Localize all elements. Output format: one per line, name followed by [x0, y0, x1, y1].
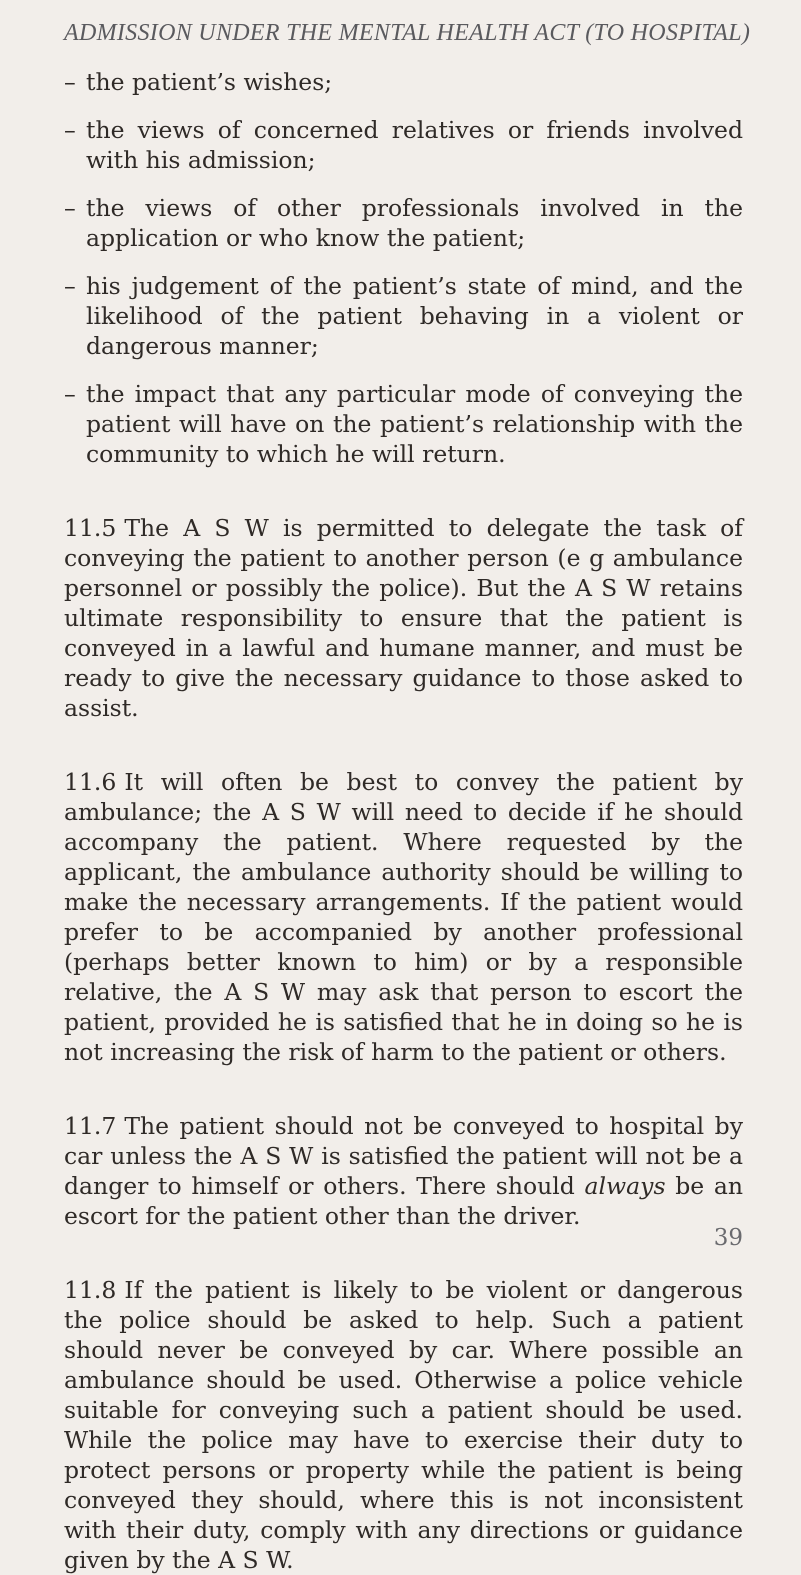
- list-item: [64, 115, 743, 175]
- paragraph-text: If the patient is likely to be violent or dangerous the police should be asked to help. Such a patient should never be conveyed by car. Where possible an ambulance should be used. Otherwise a police vehicle suitable for conveying such a patient should be used. While the police may have to exercise their duty to protect persons or property while the patient is being conveyed they should, where this is not inconsistent with their duty, comply with any directions or guidance given by the A S W.: [64, 1276, 743, 1574]
- paragraph-number: 11.5: [64, 514, 117, 542]
- running-header: ADMISSION UNDER THE MENTAL HEALTH ACT (TO HOSPITAL): [64, 20, 751, 46]
- list-item-text: the patient’s wishes;: [86, 68, 333, 96]
- list-dash: –: [64, 116, 76, 144]
- list-dash: –: [64, 272, 76, 300]
- list-dash: –: [64, 380, 76, 408]
- list-item-text: the views of other professionals involved in the application or who know the patient;: [86, 194, 743, 252]
- paragraph-number: 11.8: [64, 1276, 117, 1304]
- paragraph-text: The A S W is permitted to delegate the task of conveying the patient to another person (e g ambulance personnel or possibly the police). But the A S W retains ultimate responsibility to ensure that the patient is conveyed in a lawful and humane manner, and must be ready to give the necessary guidance to those asked to assist.: [64, 514, 743, 722]
- list-item: [64, 379, 743, 469]
- paragraph-text: It will often be best to convey the patient by ambulance; the A S W will need to decide if he should accompany the patient. Where requested by the applicant, the ambulance authority should be willing to make the necessary arrangements. If the patient would prefer to be accompanied by another professional (perhaps better known to him) or by a responsible relative, the A S W may ask that person to escort the patient, provided he is satisfied that he in doing so he is not increasing the risk of harm to the patient or others.: [64, 768, 743, 1066]
- paragraph-11-8: [64, 1275, 743, 1575]
- page-number: 39: [713, 1225, 743, 1251]
- list-item-text: his judgement of the patient’s state of mind, and the likelihood of the patient behaving in a violent or dangerous manner;: [86, 272, 743, 360]
- list-item-text: the impact that any particular mode of conveying the patient will have on the patient’s relationship with the community to which he will return.: [86, 380, 743, 468]
- list-dash: –: [64, 68, 76, 96]
- list-item: [64, 193, 743, 253]
- paragraph-text-before: The patient should not be conveyed to hospital by car unless the A S W is satisfied the patient will not be a danger to himself or others. There should: [64, 1112, 743, 1200]
- list-item: [64, 271, 743, 361]
- paragraph-text-after: be an escort for the patient other than the driver.: [64, 1172, 743, 1230]
- list-item: [64, 67, 743, 97]
- paragraph-11-7: [64, 1111, 743, 1231]
- paragraph-11-5: [64, 513, 743, 723]
- list-dash: –: [64, 194, 76, 222]
- paragraph-number: 11.7: [64, 1112, 117, 1140]
- list-item-text: the views of concerned relatives or friends involved with his admission;: [86, 116, 743, 174]
- emphasis-always: always: [584, 1172, 666, 1200]
- paragraph-11-6: [64, 767, 743, 1067]
- considerations-list: [64, 67, 743, 469]
- paragraph-number: 11.6: [64, 768, 117, 796]
